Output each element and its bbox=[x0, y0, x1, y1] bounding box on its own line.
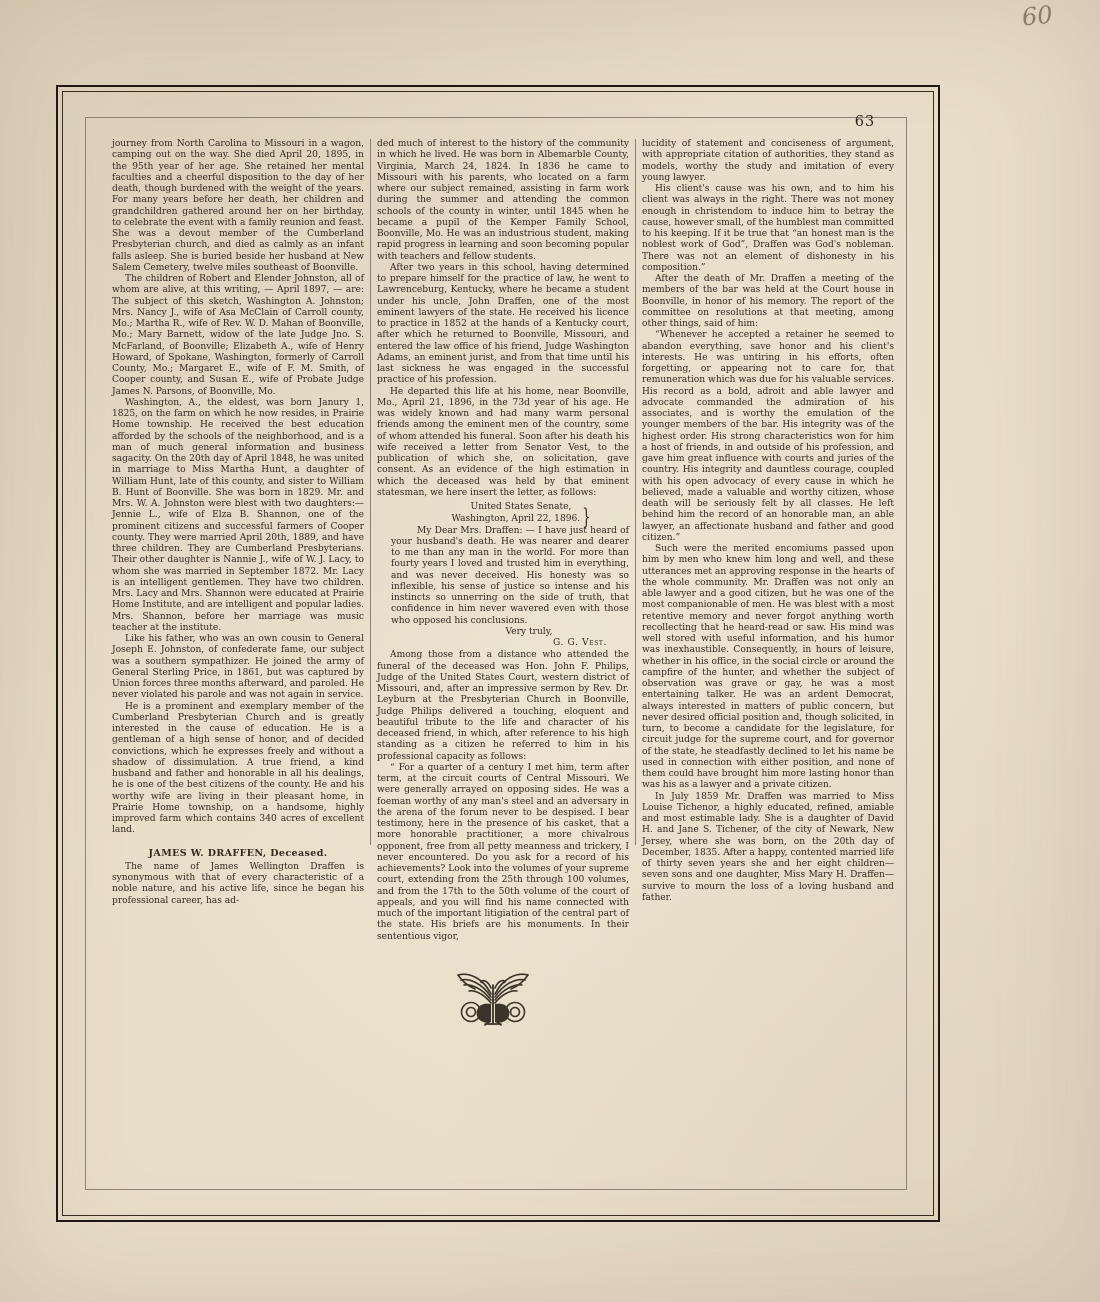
column-1 bbox=[112, 139, 364, 907]
paragraph: He is a prominent and exemplary member of the Cumberland Presbyterian Church and is greatly interested in the cause of education. He is a gentleman of a high sense of honor, and of decided convictions, which he expresses freely and without a shadow of dissimulation. A true friend, a kind husband and father and honorable in all his dealings, he is one of the best citizens of the county. He and his worthy wife are living in their pleasant home, in Prairie Home township, on a handsome, highly improved farm which contains 340 acres of excellent land. bbox=[112, 701, 364, 836]
letterhead-brace: } bbox=[582, 505, 591, 532]
paragraph: “ For a quarter of a century I met him, term after term, at the circuit courts of Central Missouri. We were generally arrayed on opposing sides. He was a foeman worthy of any man's steel and an adversary in the arena of the forum never to be despised. I bear testimony, here in the presence of his casket, that a more honorable practitioner, a more chivalrous opponent, free from all petty meanness and trickery, I never encountered. Do you ask for a record of his achievements? Look into the volumes of your supreme court, extending from the 25th through 100 volumes, and from the 17th to the 50th volume of the court of appeals, and you will find his name connected with much of the important litigiation of the central part of the state. His briefs are his monuments. In their sententious vigor, bbox=[377, 762, 629, 942]
letter-heading bbox=[413, 502, 629, 532]
paragraph: Like his father, who was an own cousin to General Joseph E. Johnston, of confederate fame, our subject was a southern sympathizer. He joined the army of General Sterling Price, in 1861, but was captured by Union forces three months afterward, and paroled. He never violated his parole and was not again in service. bbox=[112, 634, 364, 701]
page-number: 63 bbox=[854, 114, 876, 130]
column-2 bbox=[377, 139, 629, 943]
paragraph: Washington, A., the eldest, was born Janury 1, 1825, on the farm on which he now resides, in Prairie Home township. He received the best education afforded by the schools of the neighborhood, and is a man of much general information and business sagacity. On the 20th day of April 1848, he was united in marriage to Miss Martha Hunt, a daughter of William Hunt, late of this county, and sister to William B. Hunt of Boonville. She was born in 1829. Mr. and Mrs. W. A. Johnston were blest with two daughters:—Jennie L., wife of Elza B. Shannon, one of the prominent citizens and successful farmers of Cooper county. They were married April 20th, 1889, and have three children. They are Cumberland Presbyterians. Their other daughter is Nannie J., wife of W. J. Lacy, to whom she was married in September 1872. Mr. Lacy is an intelligent gentlemen. They have two children. Mrs. Lacy and Mrs. Shannon were educated at Prairie Home Institute, and are intelligent and popular ladies. Mrs. Shannon, before her marriage was music teacher at the institute. bbox=[112, 397, 365, 633]
letter-heading-line: United States Senate, bbox=[470, 502, 572, 512]
column-divider-1 bbox=[370, 139, 371, 845]
paragraph: ded much of interest to the history of the community in which he lived. He was born in Albemarble County, Virginia, March 24, 1824. In 1836 he came to Missouri with his parents, who located on a farm where our subject remained, assisting in farm work during the summer and attending the common schools of the county in winter, until 1845 when he became a pupil of the Kemper Family School, Boonville, Mo. He was an industrious student, making rapid progress in learning and soon becoming popular with teachers and fellow students. bbox=[377, 139, 629, 262]
paragraph: “Whenever he accepted a retainer he seemed to abandon everything, save honor and his client's interests. He was untiring in his efforts, often forgetting, or appearing not to care for, that remuneration which was due for his valuable services. His record as a bold, adroit and able lawyer and advocate commanded the admiration of his associates, and is worthy the emulation of the younger members of the bar. His integrity was of the highest order. His strong characteristics won for him a host of friends, in and outside of his profession, and gave him great influence with courts and juries of the country. His integrity and dauntless courage, coupled with his open advocacy of every cause in which he believed, made a valuable and worthy citizen, whose death will be seriously felt by all classes. He left behind him the record of an honorable man, an able lawyer, an affectionate husband and father and good citizen.” bbox=[642, 330, 894, 543]
paragraph: My Dear Mrs. Draffen: — I have just heard of your husband's death. He was nearer and dearer to me than any man in the world. For more than fourty years I loved and trusted him in everything, and was never deceived. His honesty was so inflexible, his sense of justice so intense and his instincts so unnerring on the side of truth, that confidence in him never wavered even with those who opposed his conclusions. bbox=[391, 525, 629, 626]
column-divider-2 bbox=[635, 139, 636, 845]
paragraph: journey from North Carolina to Missouri in a wagon, camping out on the way. She died April 20, 1895, in the 95th year of her age. She retained her mental faculties and a cheerful disposition to the day of her death, though burdened with the weight of the years. For many years before her death, her children and grandchildren gathered around her on her birthday, to celebrate the event with a family reunion and feast. She was a devout member of the Cumberland Presbyterian church, and died as calmly as an infant falls asleep. She is buried beside her husband at New Salem Cemetery, twelve miles southeast of Boonville. bbox=[112, 139, 364, 273]
paragraph: He departed this life at his home, near Boonville, Mo., April 21, 1896, in the 73d year of his age. He was widely known and had many warm personal friends among the eminent men of the country, some of whom attended his funeral. Soon after his death his wife received a letter from Senator Vest, to the publication of which she, on solicitation, gave consent. As an evidence of the high estimation in which the deceased was held by that eminent statesman, we here insert the letter, as follows: bbox=[377, 386, 629, 498]
paragraph: The name of James Wellington Draffen is synonymous with that of every characteristic of a noble nature, and his active life, since he began his professional career, has ad- bbox=[112, 861, 364, 906]
text-columns bbox=[112, 139, 894, 943]
paragraph: His client's cause was his own, and to him his client was always in the right. There was not money enough in christendom to induce him to betray the cause, however small, of the humblest man committed to his keeping. If it be true that “an honest man is the noblest work of God”, Draffen was God's nobleman. There was not an element of dishonesty in his composition.” bbox=[642, 184, 894, 273]
paragraph: Such were the merited encomiums passed upon him by men who knew him long and well, and these utterances met an approving response in the hearts of the whole community. Mr. Draffen was not only an able lawyer and a good citizen, but he was one of the most companionable of men. He was blest with a most retentive memory and never forgot anything worth recollecting that he heard-read or saw. His mind was well stored with useful information, and his humor was inexhaustible. Consequently, in hours of leisure, whether in his office, in the social circle or around the campfire of the hunter, and whether the subject of observation was grave or gay, he was a most entertaining talker. He was an ardent Democrat, always interested in matters of public concern, but never desired official position and, though solicited, in turn, to become a candidate for the legislature, for circuit judge for the supreme court, and for governor of the state, he steadfastly declined to let his name be used in connection with either position, and none of them could have brought him more lasting honor than was his as a lawyer and a private citizen. bbox=[642, 544, 894, 791]
letter-heading-line: Washington, April 22, 1896. } bbox=[451, 505, 591, 532]
paragraph: lucidity of statement and conciseness of argument, with appropriate citation of authorities, they stand as models, worthy the study and imitation of every young lawyer. bbox=[642, 139, 894, 183]
winged-griffin-ornament bbox=[450, 968, 536, 1028]
section-heading: JAMES W. DRAFFEN, Deceased. bbox=[148, 847, 328, 859]
paragraph: The children of Robert and Elender Johnston, all of whom are alive, at this writing, — April 1897, — are: The subject of this sketch, Washington A. Johnston; Mrs. Nancy J., wife of Asa McClain of Carroll county, Mo.; Martha R., wife of Rev. W. D. Mahan of Boonville, Mo.; Mary Barnett, widow of the late Judge Jno. S. McFarland, of Boonville; Elizabeth A., wife of Henry Howard, of Spokane, Washington, formerly of Carroll County, Mo.; Margaret E., wife of F. M. Smith, of Cooper county, and Susan E., wife of Probate Judge James N. Parsons, of Boonville, Mo. bbox=[112, 274, 364, 397]
paragraph: After two years in this school, having determined to prepare himself for the practice of law, he went to Lawrenceburg, Kentucky, where he became a student under his uncle, John Draffen, one of the most eminent lawyers of the state. He received his licence to practice in 1852 at the hands of a Kentucky court, after which he returned to Boonville, Missouri, and entered the law office of his friend, Judge Washington Adams, an eminent jurist, and from that time until his last sickness he was engaged in the successful practice of his profession. bbox=[377, 262, 629, 386]
column-3 bbox=[642, 139, 894, 904]
paragraph: In July 1859 Mr. Draffen was married to Miss Louise Tichenor, a highly educated, refined, amiable and most estimable lady. She is a daughter of David H. and Jane S. Tichener, of the city of Newark, New Jersey, where she was born, on the 20th day of December, 1835. After a happy, contented married life of thirty seven years she and her eight children—seven sons and one daughter, Miss Mary H. Draffen—survive to mourn the loss of a loving husband and father. bbox=[642, 791, 894, 903]
paragraph: Very truly, bbox=[505, 626, 553, 637]
paragraph: G. G. Vest. bbox=[553, 638, 607, 648]
paragraph: Among those from a distance who attended the funeral of the deceased was Hon. John F. Philips, Judge of the United States Court, western district of Missouri, and, after an impressive sermon by Rev. Dr. Leyburn at the Presbyterian Church in Boonville, Judge Philips delivered a touching, eloquent and beautiful tribute to the life and character of his deceased friend, in which, after reference to his high standing as a citizen he referred to him in his professional capacity as follows: bbox=[377, 650, 629, 762]
paragraph: After the death of Mr. Draffen a meeting of the members of the bar was held at the Court house in Boonville, in honor of his memory. The report of the committee on resolutions at that meeting, among other things, said of him: bbox=[642, 274, 894, 329]
handwritten-page-note: 60 bbox=[1020, 0, 1054, 32]
